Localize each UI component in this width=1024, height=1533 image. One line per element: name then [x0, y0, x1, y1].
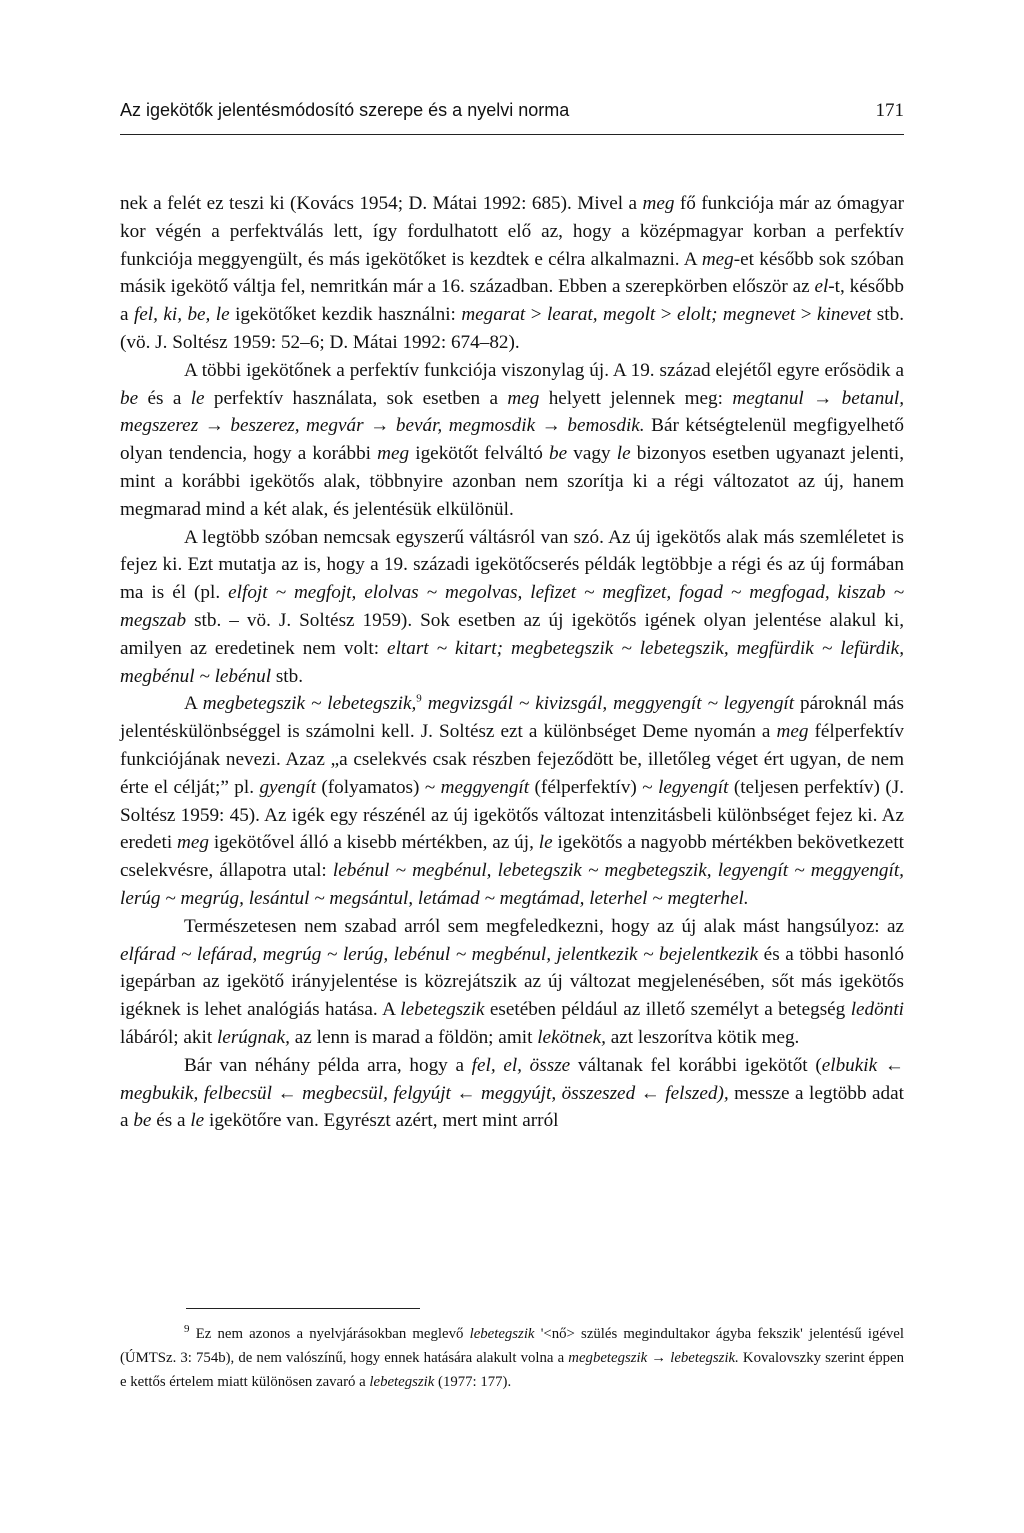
text-run: stb. – vö. J. Soltész 1959). Sok esetben az új igekötős igének olyan jelentése alakul ki, amilyen az eredetinek nem volt:: [120, 609, 904, 659]
italic-text: le: [190, 1110, 205, 1132]
text-run: (félperfektív) ~: [529, 776, 659, 798]
text-run: váltanak fel korábbi igekötőt (: [570, 1054, 822, 1076]
italic-text: meg: [642, 193, 675, 214]
text-run: azt leszorítva kötik meg.: [605, 1026, 800, 1048]
text-run: messze a legtöbb adat a: [120, 1082, 905, 1132]
paragraph: [120, 190, 904, 357]
footnote: [120, 1322, 904, 1394]
text-run: helyett jelennek meg:: [539, 387, 733, 409]
paragraph: [120, 1052, 904, 1135]
italic-text: be: [549, 443, 568, 465]
text-run: igekötővel álló a kisebb mértékben, az új,: [209, 832, 539, 854]
italic-text: meg: [776, 721, 809, 743]
text-run: (folyamatos) ~: [315, 776, 441, 798]
italic-text: le: [616, 443, 631, 465]
italic-text: gyengít: [259, 776, 316, 798]
text-run: stb.: [271, 665, 304, 687]
italic-text: megbetegszik → lebetegszik.: [568, 1350, 739, 1366]
text-run: és a: [151, 1110, 191, 1132]
italic-text: ledönti: [850, 999, 904, 1021]
italic-text: meg: [701, 248, 734, 270]
text-run: '<nő> szülés megindultakor ágyba fekszik' jelentésű igével (ÚMTSz. 3: 754b), de nem valószínű, hogy ennek hatására alakult volna a: [120, 1326, 904, 1366]
text-run: vagy: [567, 443, 617, 465]
italic-text: le: [190, 387, 205, 409]
text-run: >: [655, 304, 677, 326]
text-run: Bár van néhány példa arra, hogy a: [184, 1054, 472, 1076]
text-run: nek a felét ez teszi ki (Kovács 1954; D. Mátai 1992: 685). Mivel a: [120, 193, 643, 214]
paragraph: [120, 913, 904, 1052]
italic-text: elbukik ← megbukik, felbecsül ← megbecsül, felgyújt ← meggyújt, összeszed ← felszed),: [120, 1054, 904, 1104]
italic-text: lebénul ~ megbénul, lebetegszik ~ megbetegszik, legyengít ~ meggyengít, lerúg ~ megrúg, lesántul ~ megsántul, letámad ~ megtámad, leterhel ~ megterhel.: [120, 860, 904, 909]
running-title: Az igekötők jelentésmódosító szerepe és a nyelvi norma: [120, 100, 570, 120]
footnote-ref: 9: [416, 692, 422, 705]
italic-text: be: [120, 387, 139, 409]
text-run: félperfektív funkciójának nevezi. Azaz „a cselekvés csak részben fejeződött be, illetőleg véget ért ugyan, de nem érte el célját;” pl.: [120, 721, 904, 798]
body-text: [120, 190, 904, 1135]
italic-text: lekötnek,: [537, 1026, 606, 1048]
paragraph: [120, 524, 904, 691]
text-run: Kovalovszky szerint éppen e kettős értelem miatt különösen zavaró a: [120, 1350, 905, 1390]
italic-text: lebetegszik: [369, 1374, 435, 1390]
running-header: [120, 100, 904, 122]
text-run: (teljesen perfektív) (J. Soltész 1959: 45). Az igék egy részénél az új igekötős változat intenzitásbeli különbséget fejez ki. Az eredeti: [120, 776, 904, 854]
text-run: Ez nem azonos a nyelvjárásokban meglevő: [189, 1326, 470, 1342]
italic-text: meg: [507, 387, 540, 409]
italic-text: fel, el, össze: [471, 1054, 571, 1076]
text-run: esetében például az illető személyt a betegség: [484, 999, 851, 1021]
text-run: az lenn is marad a földön; amit: [289, 1026, 538, 1048]
header-rule: [120, 134, 904, 135]
footnote-ref: 9: [184, 1323, 190, 1336]
italic-text: be: [133, 1110, 152, 1132]
italic-text: meggyengít: [440, 776, 530, 798]
italic-text: eltart ~ kitart; megbetegszik ~ lebetegszik, megfürdik ~ lefürdik, megbénul ~ lebénul: [120, 637, 904, 687]
page-number: 171: [875, 100, 904, 121]
text-run: és a többi hasonló igepárban az igekötő irányjelentése is közrejátszik az új változat megjelenésében, sőt más igekötős igéknek is lehet analógiás hatása. A: [120, 943, 904, 1021]
text-run: stb. (vö. J. Soltész 1959: 52–6; D. Mátai 1992: 674–82).: [120, 304, 904, 353]
text-run: igekötőre van. Egyrészt azért, mert mint arról: [204, 1110, 559, 1132]
text-run: fő funkciója már az ómagyar kor végén a perfektválás lett, így fordulhatott elő az, hogy a középmagyar korban a perfektív funkciója meggyengült, és más igekötőket is kezdtek e célra alkalmazni. A: [120, 193, 905, 270]
footnote-separator: [186, 1308, 420, 1309]
paragraph: [120, 690, 904, 912]
italic-text: lerúgnak,: [216, 1026, 290, 1048]
italic-text: elfojt ~ megfojt, elolvas ~ megolvas, lefizet ~ megfizet, fogad ~ megfogad, kiszab ~ megszab: [120, 582, 904, 631]
text-run: -et később sok szóban másik igekötő váltja fel, nemritkán már a 16. században. Ebben a szerepkörben először az: [120, 248, 905, 298]
italic-text: le: [538, 832, 553, 854]
text-run: >: [795, 304, 818, 326]
italic-text: meg: [377, 443, 410, 465]
italic-text: megtanul → betanul, megszerez → beszerez, megvár → bevár, megmosdik → bemosdik.: [120, 387, 905, 437]
italic-text: legyengít: [658, 776, 729, 798]
italic-text: elolt; megnevet: [676, 304, 796, 326]
text-run: pároknál más jelentéskülönbséggel is számolni kell. J. Soltész ezt a különbséget Deme nyomán a: [120, 693, 904, 743]
italic-text: megarat: [461, 304, 526, 326]
italic-text: lebetegszik: [469, 1326, 535, 1342]
italic-text: meg: [177, 832, 210, 854]
text-run: A: [184, 693, 203, 715]
text-run: és a: [138, 387, 191, 409]
text-run: Természetesen nem szabad arról sem megfeledkezni, hogy az új alak mást hangsúlyoz: az: [184, 915, 904, 937]
italic-text: lebetegszik: [400, 999, 485, 1021]
text-run: perfektív használata, sok esetben a: [204, 387, 508, 409]
italic-text: megvizsgál ~ kivizsgál, meggyengít ~ legyengít: [427, 693, 795, 715]
text-run: A többi igekötőnek a perfektív funkciója viszonylag új. A 19. század elejétől egyre erősödik a: [184, 359, 904, 381]
footnote-paragraph: [120, 1322, 904, 1394]
italic-text: kinevet: [817, 304, 872, 326]
text-run: igekötőket kezdik használni:: [229, 304, 462, 326]
text-run: -t, később a: [120, 276, 904, 326]
italic-text: learat, megolt: [546, 304, 656, 326]
text-run: (1977: 177).: [434, 1374, 512, 1390]
italic-text: elfárad ~ lefárad, megrúg ~ lerúg, lebénul ~ megbénul, jelentkezik ~ bejelentkezik: [120, 943, 759, 965]
paragraph: [120, 357, 904, 524]
italic-text: el: [814, 276, 829, 298]
italic-text: megbetegszik ~ lebetegszik,: [202, 693, 417, 715]
text-run: igekötős a nagyobb mértékben bekövetkezett cselekvésre, állapotra utal:: [120, 832, 904, 882]
text-run: lábáról; akit: [120, 1026, 217, 1048]
text-run: A legtöbb szóban nemcsak egyszerű váltásról van szó. Az új igekötős alak más szemléletet is fejez ki. Ezt mutatja az is, hogy a 19. századi igekötőcserés példák legtöbbje a régi és az új formában ma is él (pl.: [120, 526, 904, 604]
text-run: >: [525, 304, 547, 326]
text-run: igekötőt felváltó: [409, 443, 550, 465]
text-run: bizonyos esetben ugyanazt jelenti, mint a korábbi igekötős alak, többnyire azonban nem szorítja ki a régi változatot az új, hanem megmarad mind a két alak, és jelentésük elkülönül.: [120, 443, 904, 520]
italic-text: fel, ki, be, le: [133, 304, 230, 326]
text-run: Bár kétségtelenül megfigyelhető olyan tendencia, hogy a korábbi: [120, 415, 904, 465]
